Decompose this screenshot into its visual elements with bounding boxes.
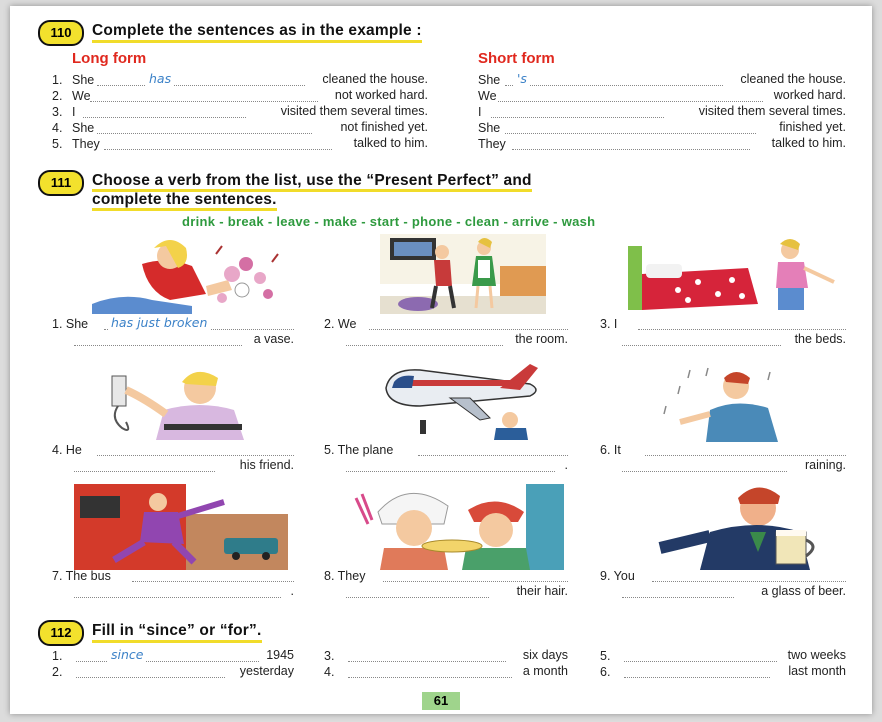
long-row-blank[interactable]	[90, 90, 318, 102]
gap-5-blank[interactable]	[624, 650, 777, 662]
sentence-8-lead: 8. They	[324, 569, 366, 583]
sentence-5-lead: 5. The plane	[324, 443, 394, 457]
sentence-7-ending: .	[290, 584, 294, 598]
long-row-blank[interactable]	[97, 74, 305, 86]
exercise-110-title: Complete the sentences as in the example :	[92, 22, 422, 43]
workbook-page	[10, 6, 872, 714]
sentence-4-ending: his friend.	[239, 458, 294, 472]
sentence-3-ending: the beds.	[794, 332, 846, 346]
long-form-heading: Long form	[72, 50, 147, 67]
short-row-blank[interactable]	[512, 138, 750, 150]
long-row-subject: She	[72, 121, 95, 135]
long-row-ending: talked to him.	[353, 136, 428, 150]
long-row-number: 1.	[52, 73, 63, 87]
short-row-subject: She	[478, 73, 501, 87]
picture-girl-broken-vase	[82, 234, 286, 314]
sentence-9-lead: 9. You	[600, 569, 635, 583]
sentence-3-lead: 3. I	[600, 317, 618, 331]
picture-man-beer	[640, 482, 840, 570]
long-row-subject: They	[72, 137, 100, 151]
gap-6-ending: last month	[788, 664, 846, 678]
picture-women-hair	[348, 484, 564, 570]
sentence-8-blank-1[interactable]	[383, 570, 568, 582]
sentence-6-blank-1[interactable]	[645, 444, 846, 456]
sentence-9-blank-1[interactable]	[652, 570, 846, 582]
short-row-subject: I	[478, 105, 482, 119]
short-row-blank[interactable]	[505, 122, 756, 134]
long-row-number: 5.	[52, 137, 63, 151]
long-row-blank[interactable]	[104, 138, 332, 150]
sentence-2-lead: 2. We	[324, 317, 357, 331]
sentence-9-blank-2[interactable]	[622, 586, 734, 598]
picture-airplane	[380, 358, 546, 440]
long-row-blank[interactable]	[97, 122, 312, 134]
long-row-number: 4.	[52, 121, 63, 135]
page-number: 61	[422, 692, 460, 710]
sentence-1-blank-2[interactable]	[74, 334, 242, 346]
picture-man-rain	[660, 366, 786, 442]
sentence-7-lead: 7. The bus	[52, 569, 111, 583]
sentence-2-blank-1[interactable]	[369, 318, 568, 330]
short-row-ending: visited them several times.	[698, 104, 846, 118]
gap-2-blank[interactable]	[76, 666, 225, 678]
sentence-4-blank-1[interactable]	[97, 444, 294, 456]
short-form-heading: Short form	[478, 50, 555, 67]
long-row-ending: not worked hard.	[334, 88, 428, 102]
exercise-112-title: Fill in “since” or “for”.	[92, 622, 262, 643]
long-row-blank[interactable]	[83, 106, 246, 118]
gap-2-ending: yesterday	[239, 664, 294, 678]
short-row-ending: talked to him.	[771, 136, 846, 150]
long-row-ending: cleaned the house.	[322, 72, 428, 86]
short-row-ending: finished yet.	[779, 120, 846, 134]
exercise-112-badge: 112	[38, 620, 84, 646]
long-row-number: 3.	[52, 105, 63, 119]
exercise-110-badge: 110	[38, 20, 84, 46]
sentence-1-answer: has just broken	[108, 315, 210, 330]
sentence-4-blank-2[interactable]	[74, 460, 215, 472]
gap-3-blank[interactable]	[348, 650, 506, 662]
short-row-subject: They	[478, 137, 506, 151]
exercise-111-badge: 111	[38, 170, 84, 196]
sentence-2-blank-2[interactable]	[346, 334, 503, 346]
gap-6-blank[interactable]	[624, 666, 770, 678]
long-row-ending: visited them several times.	[280, 104, 428, 118]
short-row-blank[interactable]	[498, 90, 763, 102]
sentence-5-ending: .	[564, 458, 568, 472]
picture-cleaning-room	[380, 234, 546, 314]
long-row-subject: She	[72, 73, 95, 87]
gap-1-ending: 1945	[266, 648, 294, 662]
picture-boy-phone	[104, 362, 252, 440]
long-row-ending: not finished yet.	[340, 120, 428, 134]
gap-3-ending: six days	[522, 648, 568, 662]
long-row-subject: We	[72, 89, 91, 103]
short-row-ending: cleaned the house.	[740, 72, 846, 86]
sentence-1-ending: a vase.	[253, 332, 294, 346]
sentence-3-blank-2[interactable]	[622, 334, 781, 346]
sentence-5-blank-1[interactable]	[418, 444, 568, 456]
sentence-2-ending: the room.	[515, 332, 568, 346]
gap-1-number: 1.	[52, 649, 63, 663]
short-row-blank[interactable]	[505, 74, 723, 86]
sentence-6-blank-2[interactable]	[622, 460, 787, 472]
gap-1-answer: since	[108, 647, 146, 662]
gap-5-ending: two weeks	[787, 648, 846, 662]
gap-2-number: 2.	[52, 665, 63, 679]
picture-girl-bedroom	[628, 238, 846, 314]
sentence-7-blank-1[interactable]	[132, 570, 294, 582]
sentence-7-blank-2[interactable]	[74, 586, 281, 598]
short-row-answer: 's	[514, 71, 530, 86]
long-row-number: 2.	[52, 89, 63, 103]
sentence-5-blank-2[interactable]	[346, 460, 555, 472]
sentence-4-lead: 4. He	[52, 443, 82, 457]
exercise-111-title-line2: complete the sentences.	[92, 191, 277, 211]
short-row-subject: She	[478, 121, 501, 135]
gap-6-number: 6.	[600, 665, 611, 679]
verb-list: drink - break - leave - make - start - phone - clean - arrive - wash	[182, 214, 596, 229]
sentence-3-blank-1[interactable]	[638, 318, 846, 330]
short-row-subject: We	[478, 89, 497, 103]
long-row-answer: has	[146, 71, 174, 86]
gap-5-number: 5.	[600, 649, 611, 663]
sentence-9-ending: a glass of beer.	[761, 584, 846, 598]
sentence-8-ending: their hair.	[516, 584, 568, 598]
gap-4-number: 4.	[324, 665, 335, 679]
exercise-111-title-line1: Choose a verb from the list, use the “Present Perfect” and	[92, 172, 532, 192]
sentence-1-lead: 1. She	[52, 317, 89, 331]
sentence-6-ending: raining.	[805, 458, 846, 472]
long-row-subject: I	[72, 105, 76, 119]
gap-1-blank[interactable]	[76, 650, 259, 662]
picture-bus-leaving	[74, 484, 288, 570]
short-row-ending: worked hard.	[773, 88, 846, 102]
sentence-8-blank-2[interactable]	[346, 586, 489, 598]
gap-3-number: 3.	[324, 649, 335, 663]
gap-4-ending: a month	[522, 664, 568, 678]
gap-4-blank[interactable]	[348, 666, 512, 678]
short-row-blank[interactable]	[491, 106, 664, 118]
sentence-6-lead: 6. It	[600, 443, 621, 457]
exercise-111-title	[92, 171, 532, 209]
